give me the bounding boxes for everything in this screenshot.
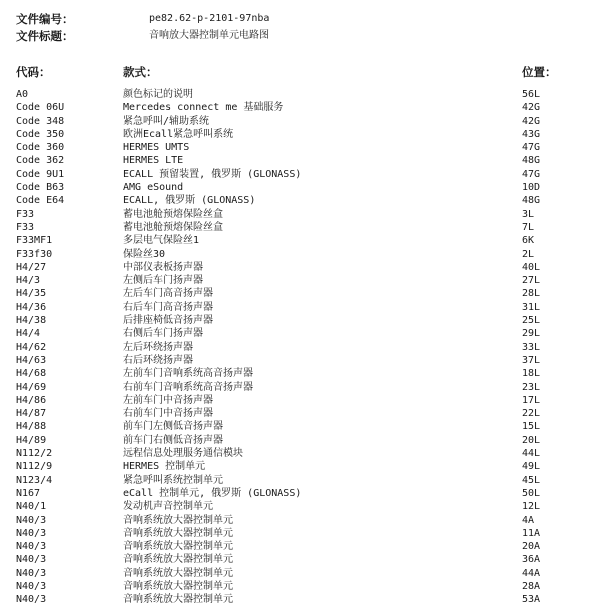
- row-description: 左前车门中音扬声器: [123, 394, 213, 406]
- row-code: N167: [16, 487, 41, 499]
- row-code: F33MF1: [16, 235, 53, 247]
- table-row: [0, 181, 603, 194]
- row-code: N40/3: [16, 541, 47, 553]
- row-position: 17L: [522, 394, 541, 406]
- row-position: 10D: [522, 182, 541, 194]
- row-description: eCall 控制单元, 俄罗斯 (GLONASS): [123, 487, 302, 499]
- row-code: H4/3: [16, 275, 41, 287]
- table-row: [0, 460, 603, 473]
- table-row: [0, 407, 603, 420]
- row-code: N112/2: [16, 448, 53, 460]
- row-description: 左后车门高音扬声器: [123, 288, 213, 300]
- row-position: 3L: [522, 208, 535, 220]
- row-description: 音响系统放大器控制单元: [123, 594, 233, 606]
- row-position: 48G: [522, 155, 541, 167]
- table-row: [0, 208, 603, 221]
- row-description: 左后环绕扬声器: [123, 341, 193, 353]
- row-position: 42G: [522, 115, 541, 127]
- table-row: [0, 514, 603, 527]
- column-header-code: 代码：: [16, 65, 51, 79]
- row-description: 前车门左侧低音扬声器: [123, 421, 223, 433]
- row-description: 右后车门高音扬声器: [123, 301, 213, 313]
- row-position: 6K: [522, 235, 535, 247]
- row-code: N40/1: [16, 501, 47, 513]
- row-description: 前车门右侧低音扬声器: [123, 434, 223, 446]
- meta-value: pe82.62-p-2101-97nba: [149, 13, 270, 24]
- row-description: 左前车门音响系统高音扬声器: [123, 368, 253, 380]
- row-description: 多层电气保险丝1: [123, 235, 200, 247]
- table-row: [0, 154, 603, 167]
- row-description: 欧洲Ecall紧急呼叫系统: [123, 128, 234, 140]
- row-description: 音响系统放大器控制单元: [123, 514, 233, 526]
- table-row: [0, 115, 603, 128]
- row-position: 31L: [522, 301, 541, 313]
- row-description: 中部仪表板扬声器: [123, 261, 203, 273]
- row-position: 45L: [522, 474, 541, 486]
- row-code: N40/3: [16, 594, 47, 606]
- row-position: 7L: [522, 221, 535, 233]
- row-description: 右前车门中音扬声器: [123, 408, 213, 420]
- row-code: Code 360: [16, 142, 65, 154]
- table-row: [0, 168, 603, 181]
- row-code: Code 348: [16, 115, 65, 127]
- row-position: 25L: [522, 315, 541, 327]
- row-code: H4/87: [16, 408, 47, 420]
- table-row: [0, 314, 603, 327]
- row-code: H4/89: [16, 434, 47, 446]
- row-description: 后排座椅低音扬声器: [123, 315, 213, 327]
- table-row: [0, 540, 603, 553]
- row-description: HERMES UMTS: [123, 142, 190, 154]
- row-position: 37L: [522, 354, 541, 366]
- table-row: [0, 567, 603, 580]
- row-code: H4/88: [16, 421, 47, 433]
- row-code: H4/62: [16, 341, 47, 353]
- table-row: [0, 580, 603, 593]
- table-row: [0, 593, 603, 606]
- table-row: [0, 354, 603, 367]
- row-position: 18L: [522, 368, 541, 380]
- row-code: Code 9U1: [16, 168, 65, 180]
- row-code: N40/3: [16, 580, 47, 592]
- row-description: HERMES 控制单元: [123, 461, 206, 473]
- row-description: AMG eSound: [123, 182, 184, 194]
- row-position: 29L: [522, 328, 541, 340]
- component-list: [0, 88, 603, 607]
- row-code: Code 362: [16, 155, 65, 167]
- row-description: 保险丝30: [123, 248, 166, 260]
- row-code: Code B63: [16, 182, 65, 194]
- row-description: 音响系统放大器控制单元: [123, 567, 233, 579]
- meta-label: 文件编号：: [16, 12, 74, 26]
- row-position: 56L: [522, 89, 541, 100]
- table-row: [0, 367, 603, 380]
- row-position: 2L: [522, 248, 535, 260]
- table-row: [0, 434, 603, 447]
- row-code: N40/3: [16, 554, 47, 566]
- row-description: 远程信息处理服务通信模块: [123, 448, 243, 460]
- row-code: N112/9: [16, 461, 53, 473]
- row-position: 4A: [522, 514, 535, 526]
- table-row: [0, 447, 603, 460]
- row-code: H4/27: [16, 261, 47, 273]
- row-position: 44L: [522, 448, 541, 460]
- table-row: [0, 487, 603, 500]
- row-description: 音响系统放大器控制单元: [123, 554, 233, 566]
- row-description: 蓄电池舱预熔保险丝盒: [123, 221, 223, 233]
- row-position: 20A: [522, 541, 541, 553]
- row-position: 47G: [522, 142, 541, 154]
- table-row: [0, 261, 603, 274]
- table-row: [0, 341, 603, 354]
- row-position: 11A: [522, 527, 541, 539]
- row-description: Mercedes connect me 基础服务: [123, 102, 284, 114]
- table-row: [0, 248, 603, 261]
- row-code: Code E64: [16, 195, 65, 207]
- row-description: 右侧后车门扬声器: [123, 328, 203, 340]
- table-row: [0, 221, 603, 234]
- table-row: [0, 500, 603, 513]
- row-code: Code 06U: [16, 102, 65, 114]
- table-row: [0, 301, 603, 314]
- row-code: N40/3: [16, 514, 47, 526]
- row-position: 22L: [522, 408, 541, 420]
- row-code: H4/38: [16, 315, 47, 327]
- row-position: 47G: [522, 168, 541, 180]
- row-position: 28L: [522, 288, 541, 300]
- row-position: 49L: [522, 461, 541, 473]
- row-position: 28A: [522, 580, 541, 592]
- row-description: 紧急呼叫系统控制单元: [123, 474, 223, 486]
- row-description: 右后环绕扬声器: [123, 354, 193, 366]
- row-code: H4/4: [16, 328, 41, 340]
- row-description: 右前车门音响系统高音扬声器: [123, 381, 253, 393]
- table-row: [0, 474, 603, 487]
- row-position: 50L: [522, 487, 541, 499]
- row-position: 44A: [522, 567, 541, 579]
- row-position: 23L: [522, 381, 541, 393]
- row-code: Code 350: [16, 128, 65, 140]
- table-row: [0, 194, 603, 207]
- row-description: 发动机声音控制单元: [123, 501, 213, 513]
- table-row: [0, 128, 603, 141]
- row-code: A0: [16, 89, 29, 100]
- row-position: 12L: [522, 501, 541, 513]
- row-position: 15L: [522, 421, 541, 433]
- table-row: [0, 381, 603, 394]
- row-position: 36A: [522, 554, 541, 566]
- row-description: HERMES LTE: [123, 155, 184, 167]
- meta-label: 文件标题：: [16, 29, 74, 43]
- row-position: 43G: [522, 128, 541, 140]
- row-code: H4/36: [16, 301, 47, 313]
- table-row: [0, 141, 603, 154]
- table-row: [0, 101, 603, 114]
- row-description: 左侧后车门扬声器: [123, 275, 203, 287]
- table-row: [0, 274, 603, 287]
- row-position: 27L: [522, 275, 541, 287]
- row-description: 蓄电池舱预熔保险丝盒: [123, 208, 223, 220]
- row-code: F33: [16, 208, 35, 220]
- meta-value: 音响放大器控制单元电路图: [149, 30, 269, 41]
- row-code: H4/69: [16, 381, 47, 393]
- table-row: [0, 394, 603, 407]
- row-code: F33f30: [16, 248, 53, 260]
- row-code: H4/68: [16, 368, 47, 380]
- row-code: F33: [16, 221, 35, 233]
- table-row: [0, 234, 603, 247]
- row-position: 20L: [522, 434, 541, 446]
- row-description: 音响系统放大器控制单元: [123, 541, 233, 553]
- table-row: [0, 327, 603, 340]
- table-row: [0, 420, 603, 433]
- row-description: 紧急呼叫/辅助系统: [123, 115, 210, 127]
- row-description: ECALL 预留装置, 俄罗斯 (GLONASS): [123, 168, 302, 180]
- row-description: 音响系统放大器控制单元: [123, 580, 233, 592]
- row-description: 音响系统放大器控制单元: [123, 527, 233, 539]
- column-header-position: 位置：: [522, 65, 557, 79]
- row-position: 40L: [522, 261, 541, 273]
- row-position: 53A: [522, 594, 541, 606]
- row-code: H4/86: [16, 394, 47, 406]
- table-row: [0, 88, 603, 101]
- column-header-description: 款式：: [123, 65, 158, 79]
- row-code: H4/63: [16, 354, 47, 366]
- table-row: [0, 527, 603, 540]
- table-row: [0, 287, 603, 300]
- row-description: 颜色标记的说明: [123, 89, 193, 100]
- row-code: N40/3: [16, 567, 47, 579]
- row-code: N123/4: [16, 474, 53, 486]
- row-code: N40/3: [16, 527, 47, 539]
- row-position: 48G: [522, 195, 541, 207]
- row-description: ECALL, 俄罗斯 (GLONASS): [123, 195, 256, 207]
- row-code: H4/35: [16, 288, 47, 300]
- table-row: [0, 553, 603, 566]
- row-position: 42G: [522, 102, 541, 114]
- row-position: 33L: [522, 341, 541, 353]
